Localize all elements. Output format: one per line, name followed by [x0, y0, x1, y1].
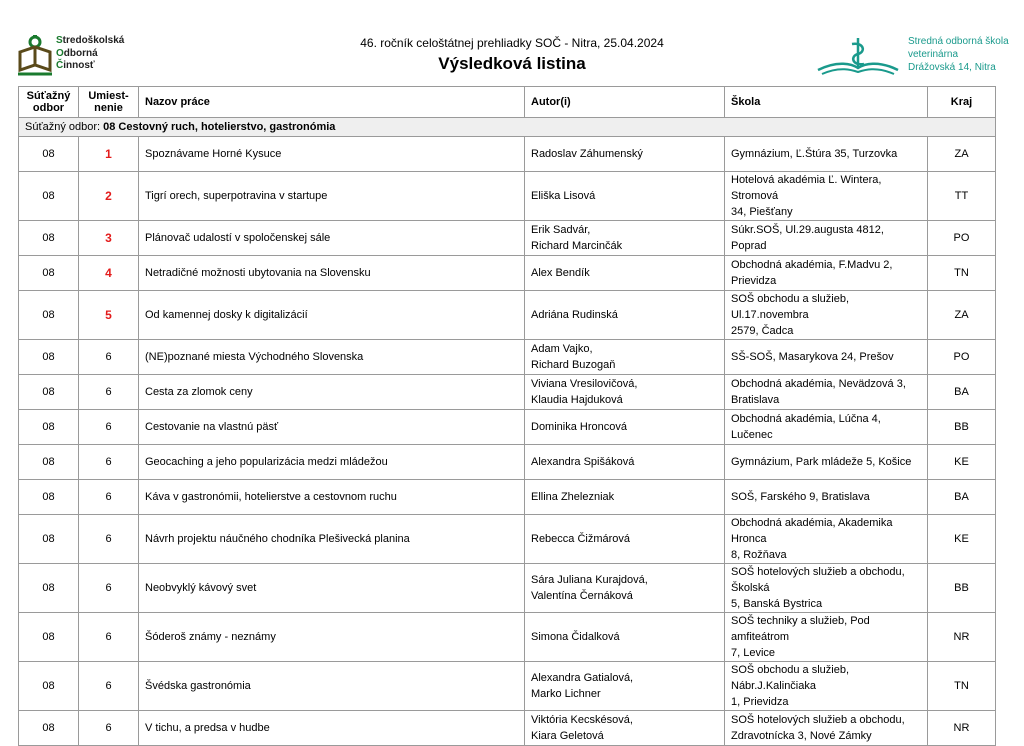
- cell-umiestnenie: 1: [79, 137, 139, 172]
- cell-skola: [725, 445, 928, 480]
- school-line-1: SOŠ techniky a služieb, Pod amfiteátrom: [731, 615, 870, 643]
- cell-kraj: ZA: [928, 137, 996, 172]
- table-row: [19, 445, 996, 480]
- cell-nazov: Plánovač udalostí v spoločenskej sále: [139, 221, 525, 256]
- school-line-2: Bratislava: [731, 394, 780, 406]
- school-name-line-1: Stredná odborná škola: [908, 36, 1009, 47]
- table-row: [19, 340, 996, 375]
- author-line-1: Eliška Lisová: [531, 190, 596, 202]
- author-line-1: Sára Juliana Kurajdová,: [531, 574, 648, 586]
- school-line-1: Gymnázium, Ľ.Štúra 35, Turzovka: [731, 148, 898, 160]
- author-line-2: Valentína Černáková: [531, 590, 633, 602]
- author-line-1: Simona Čidalková: [531, 631, 620, 643]
- cell-nazov: Netradičné možnosti ubytovania na Slovensku: [139, 256, 525, 291]
- cell-nazov: Cesta za zlomok ceny: [139, 375, 525, 410]
- soc-word-2: dborná: [63, 47, 98, 59]
- cell-nazov: Káva v gastronómii, hotelierstve a cestovnom ruchu: [139, 480, 525, 515]
- school-line-1: Obchodná akadémia, Akademika Hronca: [731, 517, 893, 545]
- cell-nazov: Cestovanie na vlastnú päsť: [139, 410, 525, 445]
- table-header-row: [19, 87, 996, 118]
- cell-autor: [525, 515, 725, 564]
- cell-kraj: BB: [928, 410, 996, 445]
- cell-autor: [525, 340, 725, 375]
- school-line-2: Zdravotnícka 3, Nové Zámky: [731, 730, 872, 742]
- author-line-2: Marko Lichner: [531, 688, 601, 700]
- school-line-1: Gymnázium, Park mládeže 5, Košice: [731, 456, 912, 468]
- school-line-1: SOŠ hotelových služieb a obchodu, Školská: [731, 566, 905, 594]
- school-line-1: Hotelová akadémia Ľ. Wintera, Stromová: [731, 174, 882, 202]
- cell-odbor: 08: [19, 445, 79, 480]
- cell-kraj: BA: [928, 375, 996, 410]
- cell-nazov: Švédska gastronómia: [139, 662, 525, 711]
- table-row: [19, 480, 996, 515]
- cell-skola: [725, 375, 928, 410]
- cell-odbor: 08: [19, 410, 79, 445]
- cell-skola: [725, 291, 928, 340]
- school-line-1: Súkr.SOŠ, Ul.29.augusta 4812, Poprad: [731, 224, 884, 252]
- school-line-1: Obchodná akadémia, F.Madvu 2, Prievidza: [731, 259, 893, 287]
- soc-word-3: innosť: [63, 60, 95, 71]
- school-line-2: 1, Prievidza: [731, 696, 789, 708]
- cell-autor: [525, 221, 725, 256]
- cell-skola: [725, 256, 928, 291]
- cell-nazov: Tigrí orech, superpotravina v startupe: [139, 172, 525, 221]
- table-row: [19, 375, 996, 410]
- cell-kraj: KE: [928, 445, 996, 480]
- cell-kraj: KE: [928, 515, 996, 564]
- author-line-2: Richard Marcinčák: [531, 240, 623, 252]
- cell-skola: [725, 221, 928, 256]
- cell-kraj: ZA: [928, 291, 996, 340]
- author-line-1: Alexandra Gatialová,: [531, 672, 634, 684]
- school-line-1: SŠ-SOŠ, Masarykova 24, Prešov: [731, 351, 894, 363]
- cell-umiestnenie: 4: [79, 256, 139, 291]
- school-line-1: SOŠ obchodu a služieb, Ul.17.novembra: [731, 293, 850, 321]
- cell-odbor: 08: [19, 564, 79, 613]
- cell-nazov: Návrh projektu náučného chodníka Plešivecká planina: [139, 515, 525, 564]
- soc-logo-words: Stredoškolská Odborná Činnosť: [56, 35, 125, 71]
- cell-umiestnenie: 6: [79, 613, 139, 662]
- cell-odbor: 08: [19, 172, 79, 221]
- author-line-1: Dominika Hroncová: [531, 421, 627, 433]
- cell-odbor: 08: [19, 613, 79, 662]
- cell-umiestnenie: 2: [79, 172, 139, 221]
- results-table: [18, 86, 996, 746]
- cell-odbor: 08: [19, 256, 79, 291]
- cell-skola: [725, 340, 928, 375]
- school-line-2: 34, Piešťany: [731, 206, 793, 218]
- cell-odbor: 08: [19, 137, 79, 172]
- cell-autor: [525, 256, 725, 291]
- cell-autor: [525, 375, 725, 410]
- author-line-1: Viktória Kecskésová,: [531, 714, 633, 726]
- cell-autor: [525, 291, 725, 340]
- cell-skola: [725, 172, 928, 221]
- cell-skola: [725, 564, 928, 613]
- cell-odbor: 08: [19, 662, 79, 711]
- competition-subtitle: 46. ročník celoštátnej prehliadky SOČ - Nitra, 25.04.2024: [360, 36, 664, 50]
- cell-autor: [525, 711, 725, 746]
- cell-autor: [525, 410, 725, 445]
- section-label: Súťažný odbor: 08 Cestovný ruch, hotelierstvo, gastronómia: [19, 118, 996, 137]
- author-line-1: Rebecca Čižmárová: [531, 533, 631, 545]
- cell-skola: [725, 137, 928, 172]
- cell-odbor: 08: [19, 480, 79, 515]
- cell-kraj: PO: [928, 340, 996, 375]
- school-line-1: Obchodná akadémia, Nevädzová 3,: [731, 378, 906, 390]
- author-line-1: Radoslav Záhumenský: [531, 148, 643, 160]
- page-title: Výsledková listina: [438, 54, 586, 73]
- school-line-2: 8, Rožňava: [731, 549, 787, 561]
- soc-word-1: tredoškolská: [62, 35, 125, 46]
- cell-umiestnenie: 6: [79, 711, 139, 746]
- cell-umiestnenie: 6: [79, 445, 139, 480]
- cell-umiestnenie: 6: [79, 410, 139, 445]
- cell-odbor: 08: [19, 291, 79, 340]
- cell-nazov: Od kamennej dosky k digitalizácií: [139, 291, 525, 340]
- cell-skola: [725, 410, 928, 445]
- table-row: [19, 221, 996, 256]
- author-line-1: Alex Bendík: [531, 267, 590, 279]
- header-kraj: Kraj: [928, 87, 996, 118]
- cell-umiestnenie: 6: [79, 564, 139, 613]
- cell-skola: [725, 711, 928, 746]
- cell-nazov: Neobvyklý kávový svet: [139, 564, 525, 613]
- school-line-1: SOŠ hotelových služieb a obchodu,: [731, 714, 905, 726]
- cell-kraj: BB: [928, 564, 996, 613]
- school-logo: [812, 34, 1012, 78]
- cell-kraj: NR: [928, 711, 996, 746]
- cell-kraj: TN: [928, 662, 996, 711]
- author-line-2: Kiara Geletová: [531, 730, 604, 742]
- school-line-1: SOŠ, Farského 9, Bratislava: [731, 491, 870, 503]
- table-row: [19, 291, 996, 340]
- cell-skola: [725, 613, 928, 662]
- cell-autor: [525, 445, 725, 480]
- cell-nazov: Spoznávame Horné Kysuce: [139, 137, 525, 172]
- school-line-2: 5, Banská Bystrica: [731, 598, 823, 610]
- cell-nazov: V tichu, a predsa v hudbe: [139, 711, 525, 746]
- header-odbor: Súťažný odbor: [19, 87, 79, 118]
- author-line-1: Alexandra Spišáková: [531, 456, 635, 468]
- cell-nazov: Geocaching a jeho popularizácia medzi mládežou: [139, 445, 525, 480]
- cell-kraj: BA: [928, 480, 996, 515]
- school-name-line-2: veterinárna: [908, 49, 959, 60]
- table-row: [19, 515, 996, 564]
- table-row: [19, 256, 996, 291]
- school-line-1: Obchodná akadémia, Lúčna 4, Lučenec: [731, 413, 881, 441]
- author-line-1: Adam Vajko,: [531, 343, 593, 355]
- cell-nazov: (NE)poznané miesta Východného Slovenska: [139, 340, 525, 375]
- author-line-2: Richard Buzogaň: [531, 359, 616, 371]
- school-address-line: Drážovská 14, Nitra: [908, 62, 996, 73]
- header-skola: Škola: [725, 87, 928, 118]
- cell-autor: [525, 137, 725, 172]
- table-row: [19, 172, 996, 221]
- cell-umiestnenie: 6: [79, 340, 139, 375]
- cell-autor: [525, 172, 725, 221]
- header-umiestnenie: Umiest- nenie: [79, 87, 139, 118]
- table-row: [19, 711, 996, 746]
- school-line-2: 7, Levice: [731, 647, 776, 659]
- cell-kraj: TT: [928, 172, 996, 221]
- cell-autor: [525, 564, 725, 613]
- cell-odbor: 08: [19, 375, 79, 410]
- cell-kraj: PO: [928, 221, 996, 256]
- cell-umiestnenie: 6: [79, 375, 139, 410]
- school-line-2: 2579, Čadca: [731, 325, 794, 337]
- cell-umiestnenie: 6: [79, 515, 139, 564]
- section-row: [19, 118, 996, 137]
- school-line-1: SOŠ obchodu a služieb, Nábr.J.Kalinčiaka: [731, 664, 850, 692]
- table-row: [19, 410, 996, 445]
- cell-nazov: Šóderoš známy - neznámy: [139, 613, 525, 662]
- cell-umiestnenie: 6: [79, 662, 139, 711]
- header-autor: Autor(i): [525, 87, 725, 118]
- cell-autor: [525, 613, 725, 662]
- cell-skola: [725, 662, 928, 711]
- cell-autor: [525, 480, 725, 515]
- author-line-1: Erik Sadvár,: [531, 224, 591, 236]
- cell-odbor: 08: [19, 711, 79, 746]
- cell-umiestnenie: 3: [79, 221, 139, 256]
- school-logo-words: [908, 35, 1009, 74]
- author-line-2: Klaudia Hajduková: [531, 394, 623, 406]
- cell-odbor: 08: [19, 515, 79, 564]
- cell-kraj: TN: [928, 256, 996, 291]
- header-nazov: Nazov práce: [139, 87, 525, 118]
- cell-skola: [725, 480, 928, 515]
- veterinary-emblem-icon: [812, 34, 904, 78]
- cell-skola: [725, 515, 928, 564]
- author-line-1: Viviana Vresilovičová,: [531, 378, 638, 390]
- cell-autor: [525, 662, 725, 711]
- cell-umiestnenie: 6: [79, 480, 139, 515]
- author-line-1: Ellina Zhelezniak: [531, 491, 615, 503]
- cell-odbor: 08: [19, 340, 79, 375]
- table-row: [19, 662, 996, 711]
- cell-kraj: NR: [928, 613, 996, 662]
- cell-umiestnenie: 5: [79, 291, 139, 340]
- table-row: [19, 564, 996, 613]
- table-row: [19, 613, 996, 662]
- cell-odbor: 08: [19, 221, 79, 256]
- table-row: [19, 137, 996, 172]
- author-line-1: Adriána Rudinská: [531, 309, 618, 321]
